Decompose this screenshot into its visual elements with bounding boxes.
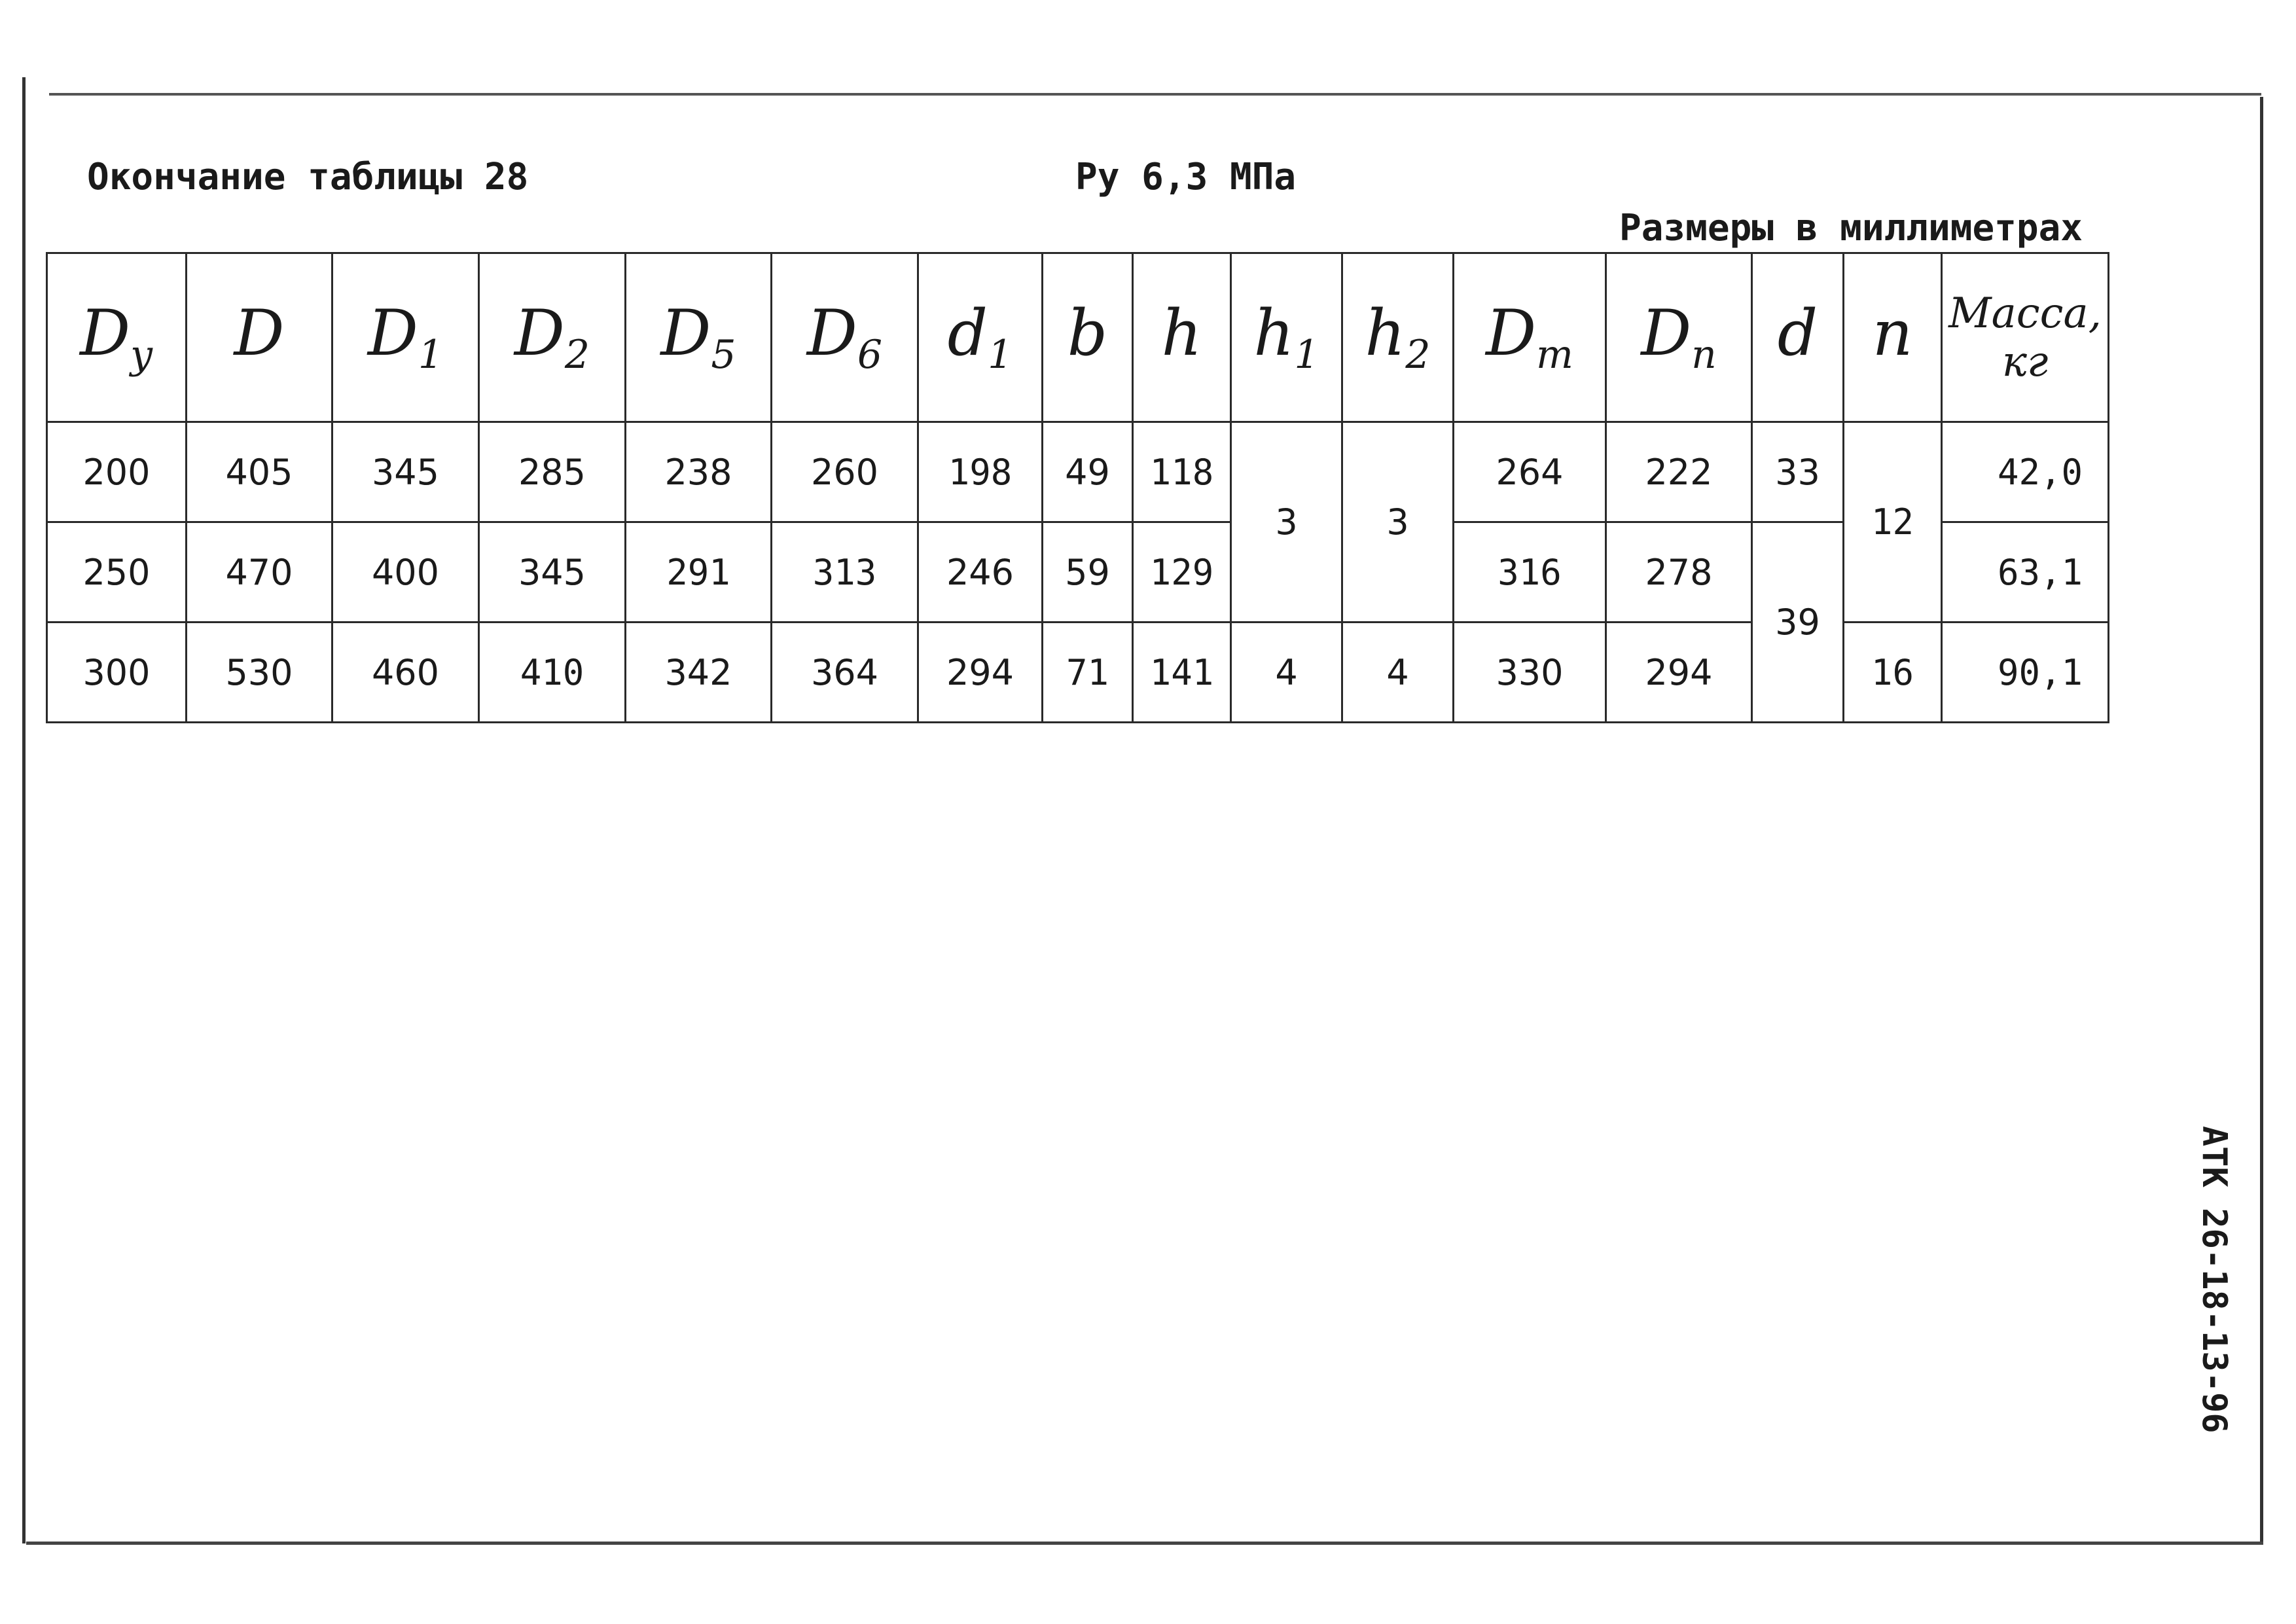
pressure-label: Ру 6,3 МПа [1075, 156, 1297, 198]
table-row [47, 422, 2109, 522]
dimensions-table [46, 252, 2109, 723]
frame-right-border [2260, 97, 2263, 1542]
table-title: Окончание таблицы 28 [87, 156, 529, 198]
cell-d5: 238 [626, 422, 772, 522]
cell-h2: 4 [1342, 623, 1454, 723]
cell-dn: 222 [1606, 422, 1752, 522]
cell-d1: 460 [332, 623, 479, 723]
table-row [47, 522, 2109, 623]
cell-d2: 285 [479, 422, 626, 522]
cell-small-d1: 198 [918, 422, 1043, 522]
col-header-small-d1: $d_1$ [918, 253, 1043, 422]
col-header-d2: $D_2$ [479, 253, 626, 422]
cell-dy: 300 [47, 623, 187, 723]
cell-mass: 90,1 [1942, 623, 2109, 723]
col-header-dn: $D_n$ [1606, 253, 1752, 422]
cell-dm: 316 [1454, 522, 1606, 623]
cell-h1-merged: 3 [1231, 422, 1342, 623]
cell-h1: 4 [1231, 623, 1342, 723]
document-code-text: АТК 26-18-13-96 [2195, 1126, 2234, 1434]
col-header-d5: $D_5$ [626, 253, 772, 422]
cell-dm: 264 [1454, 422, 1606, 522]
cell-h: 129 [1133, 522, 1231, 623]
cell-d: 405 [187, 422, 332, 522]
table-header-row [47, 253, 2109, 422]
cell-dn: 278 [1606, 522, 1752, 623]
cell-mass: 42,0 [1942, 422, 2109, 522]
cell-n-merged: 12 [1844, 422, 1942, 623]
cell-d: 530 [187, 623, 332, 723]
cell-d5: 291 [626, 522, 772, 623]
cell-n: 16 [1844, 623, 1942, 723]
cell-small-d1: 294 [918, 623, 1043, 723]
col-header-dm: $D_m$ [1454, 253, 1606, 422]
col-header-d: D [187, 253, 332, 422]
cell-dn: 294 [1606, 623, 1752, 723]
document-code [2195, 1126, 2260, 1440]
col-header-h1: $h_1$ [1231, 253, 1342, 422]
cell-d1: 400 [332, 522, 479, 623]
cell-d6: 313 [772, 522, 918, 623]
cell-dy: 250 [47, 522, 187, 623]
cell-small-d: 33 [1752, 422, 1844, 522]
cell-d: 470 [187, 522, 332, 623]
col-header-mass: Масса, кг [1942, 253, 2109, 422]
cell-dm: 330 [1454, 623, 1606, 723]
units-note: Размеры в миллиметрах [1619, 207, 2083, 249]
col-header-h2: $h_2$ [1342, 253, 1454, 422]
cell-dy: 200 [47, 422, 187, 522]
cell-h: 141 [1133, 623, 1231, 723]
cell-d6: 364 [772, 623, 918, 723]
cell-b: 71 [1043, 623, 1133, 723]
cell-d1: 345 [332, 422, 479, 522]
frame-top-border [49, 93, 2261, 96]
frame-left-border [22, 77, 26, 1543]
cell-d2: 345 [479, 522, 626, 623]
col-header-d6: $D_6$ [772, 253, 918, 422]
col-header-n: n [1844, 253, 1942, 422]
cell-small-d1: 246 [918, 522, 1043, 623]
cell-d6: 260 [772, 422, 918, 522]
cell-d5: 342 [626, 623, 772, 723]
cell-mass: 63,1 [1942, 522, 2109, 623]
frame-bottom-border [26, 1542, 2263, 1545]
col-header-b: b [1043, 253, 1133, 422]
cell-small-d-merged: 39 [1752, 522, 1844, 723]
cell-h: 118 [1133, 422, 1231, 522]
col-header-dy: $D_у$ [47, 253, 187, 422]
cell-h2-merged: 3 [1342, 422, 1454, 623]
col-header-h: h [1133, 253, 1231, 422]
col-header-small-d: d [1752, 253, 1844, 422]
cell-b: 59 [1043, 522, 1133, 623]
col-header-d1: $D_1$ [332, 253, 479, 422]
cell-b: 49 [1043, 422, 1133, 522]
cell-d2: 410 [479, 623, 626, 723]
